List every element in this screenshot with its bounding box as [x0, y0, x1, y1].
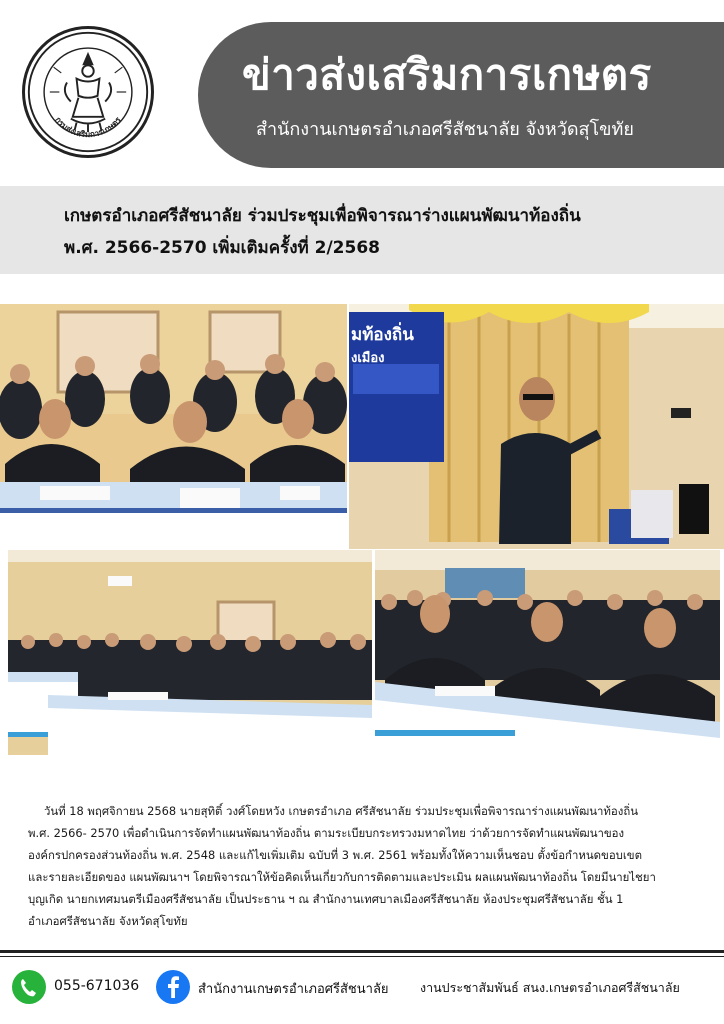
office-subtitle: สำนักงานเกษตรอำเภอศรีสัชนาลัย จังหวัดสุโขทัย	[256, 119, 634, 140]
footer-divider-thin	[0, 956, 724, 957]
body-line-4: และรายละเอียดของ แผนพัฒนาฯ โดยพิจารณาให้ข้อคิดเห็นเกี่ยวกับการติดตามและประเมิน ผลแผนพัฒนาท้องถิ่น โดยมีนายไชยา	[28, 870, 656, 884]
screen-text-2: งเมือง	[351, 351, 385, 366]
line-phone-icon	[12, 970, 46, 1004]
footer-divider	[0, 950, 724, 953]
screen-text-1: มท้องถิ่น	[351, 325, 414, 345]
footer	[0, 966, 724, 1006]
article-body	[28, 800, 698, 932]
body-line-3: องค์กรปกครองส่วนท้องถิ่น พ.ศ. 2548 และแก้ไขเพิ่มเติม ฉบับที่ 3 พ.ศ. 2561 พร้อมทั้งให้ความเห็นชอบ ตั้งข้อกำหนดขอบเขต	[28, 848, 642, 862]
title-banner	[198, 22, 724, 168]
photo-meeting-room-wide	[8, 550, 372, 755]
agency-logo	[22, 26, 154, 158]
facebook-page-name: สำนักงานเกษตรอำเภอศรีสัชนาลัย	[198, 982, 389, 997]
pr-credit: งานประชาสัมพันธ์ สนง.เกษตรอำเภอศรีสัชนาลัย	[420, 980, 680, 995]
body-line-1: วันที่ 18 พฤศจิกายน 2568 นายสุทิติ์ วงศ์โดยหวัง เกษตรอำเภอ ศรีสัชนาลัย ร่วมประชุมเพื่อพิจารณาร่างแผนพัฒนาท้องถิ่น	[44, 804, 639, 818]
photo-meeting-attendees	[375, 550, 720, 755]
phone-number: 055-671036	[54, 978, 140, 994]
body-line-2: พ.ศ. 2566- 2570 เพื่อดำเนินการจัดทำแผนพัฒนาท้องถิ่น ตามระเบียบกระทรวงมหาดไทย ว่าด้วยการจัดทำแผนพัฒนาของ	[28, 826, 625, 840]
headline-line-1: เกษตรอำเภอศรีสัชนาลัย ร่วมประชุมเพื่อพิจารณาร่างแผนพัฒนาท้องถิ่น	[64, 206, 581, 226]
photo-speaker-presentation	[349, 304, 724, 549]
facebook-icon	[156, 970, 190, 1004]
logo-text: กรมส่งเสริมการเกษตร	[53, 114, 123, 140]
headline-line-2: พ.ศ. 2566-2570 เพิ่มเติมครั้งที่ 2/2568	[64, 238, 380, 258]
garuda-emblem-icon	[25, 29, 151, 155]
body-line-6: อำเภอศรีสัชนาลัย จังหวัดสุโขทัย	[28, 914, 188, 928]
photo-meeting-front-row	[0, 304, 347, 549]
headline-box	[0, 186, 724, 274]
page-title: ข่าวส่งเสริมการเกษตร	[242, 50, 652, 99]
body-line-5: บุญเกิด นายกเทศมนตรีเมืองศรีสัชนาลัย เป็นประธาน ฯ ณ สำนักงานเทศบาลเมืองศรีสัชนาลัย ห้องประชุมศรีสัชนาลัย ชั้น 1	[28, 892, 624, 906]
